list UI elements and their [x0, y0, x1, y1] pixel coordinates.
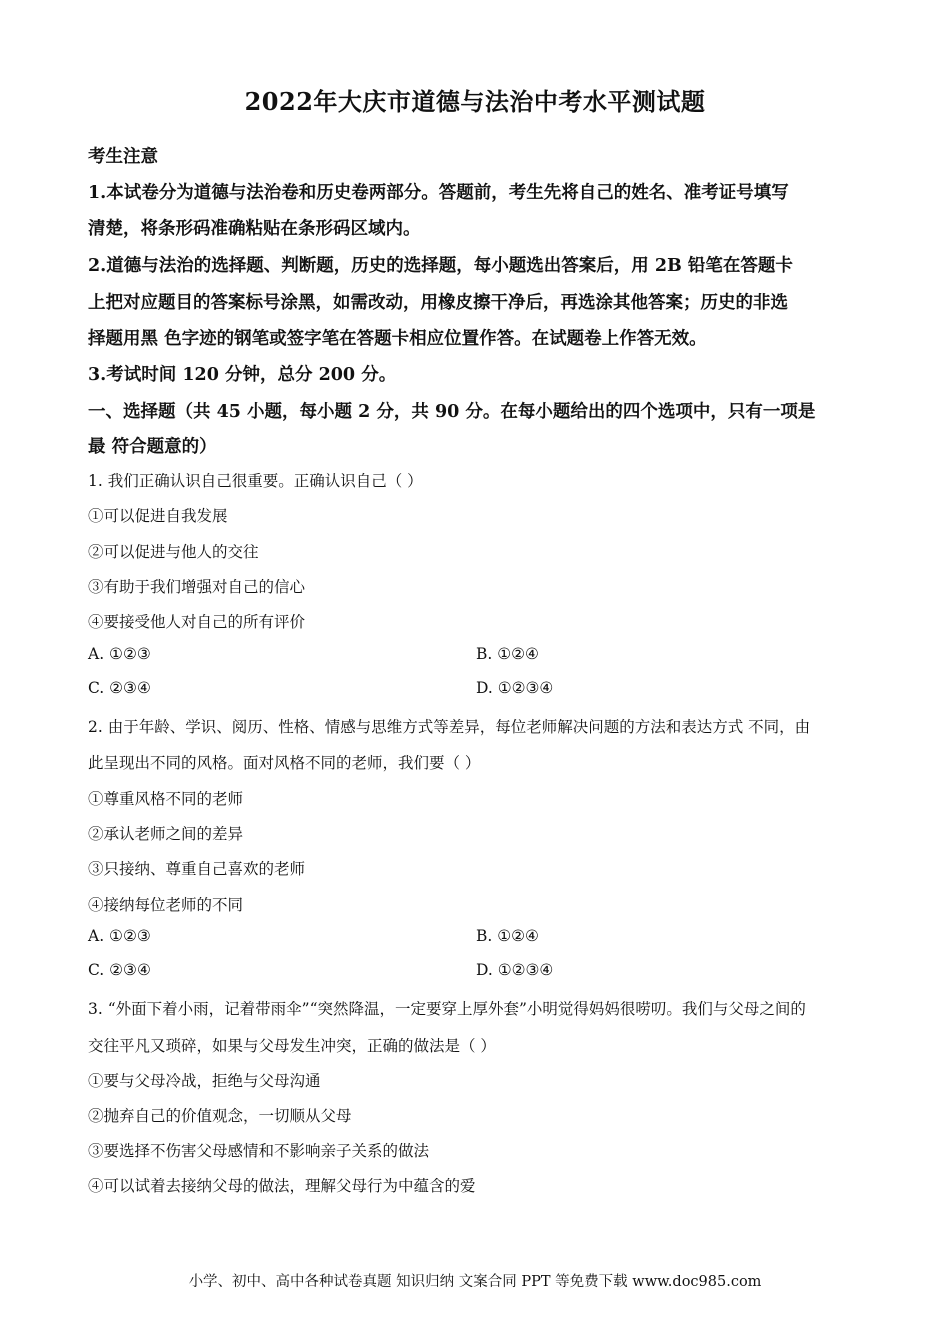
notice-line: 清楚，将条形码准确粘贴在条形码区域内。 — [88, 219, 421, 239]
question-2-item: ②承认老师之间的差异 — [88, 825, 244, 843]
question-2-item: ③只接纳、尊重自己喜欢的老师 — [88, 860, 306, 878]
section-heading: 一、选择题（共 45 小题，每小题 2 分，共 90 分。在每小题给出的四个选项中，只有一项是 — [88, 402, 816, 422]
question-2-stem: 2. 由于年龄、学识、阅历、性格、情感与思维方式等差异，每位老师解决问题的方法和表达方式 不同，由 — [88, 718, 811, 736]
page-footer: 小学、初中、高中各种试卷真题 知识归纳 文案合同 PPT 等免费下载 www.doc985.com — [188, 1274, 762, 1290]
question-3-stem: 3. “外面下着小雨，记着带雨伞”“突然降温，一定要穿上厚外套”小明觉得妈妈很唠叨。我们与父母之间的 — [88, 1000, 806, 1018]
question-1-item: ③有助于我们增强对自己的信心 — [88, 578, 306, 596]
question-2-option-b: B. ①②④ — [476, 927, 539, 945]
question-3-item: ③要选择不伤害父母感情和不影响亲子关系的做法 — [88, 1142, 430, 1160]
notice-heading: 考生注意 — [88, 147, 158, 167]
notice-line: 上把对应题目的答案标号涂黑，如需改动，用橡皮擦干净后，再选涂其他答案；历史的非选 — [88, 293, 788, 313]
notice-line: 择题用黑 色字迹的钢笔或签字笔在答题卡相应位置作答。在试题卷上作答无效。 — [88, 329, 707, 349]
section-heading: 最 符合题意的） — [88, 437, 217, 457]
question-3-item: ②抛弃自己的价值观念，一切顺从父母 — [88, 1107, 352, 1125]
question-1-option-a: A. ①②③ — [88, 645, 151, 663]
question-2-stem: 此呈现出不同的风格。面对风格不同的老师，我们要（ ） — [88, 754, 481, 772]
question-3-item: ④可以试着去接纳父母的做法，理解父母行为中蕴含的爱 — [88, 1177, 476, 1195]
question-1-item: ②可以促进与他人的交往 — [88, 543, 259, 561]
notice-line: 2.道德与法治的选择题、判断题，历史的选择题，每小题选出答案后，用 2B 铅笔在答题卡 — [88, 256, 793, 276]
question-1-stem: 1. 我们正确认识自己很重要。正确认识自己（ ） — [88, 472, 423, 490]
question-1-item: ④要接受他人对自己的所有评价 — [88, 613, 306, 631]
question-2-item: ①尊重风格不同的老师 — [88, 790, 244, 808]
question-3-item: ①要与父母冷战，拒绝与父母沟通 — [88, 1072, 321, 1090]
question-1-option-b: B. ①②④ — [476, 645, 539, 663]
question-2-option-a: A. ①②③ — [88, 927, 151, 945]
question-3-stem: 交往平凡又琐碎，如果与父母发生冲突，正确的做法是（ ） — [88, 1037, 496, 1055]
question-2-option-c: C. ②③④ — [88, 961, 151, 979]
page-title: 2022年大庆市道德与法治中考水平测试题 — [244, 87, 706, 116]
question-1-option-d: D. ①②③④ — [476, 679, 554, 697]
question-1-item: ①可以促进自我发展 — [88, 507, 228, 525]
notice-line: 3.考试时间 120 分钟，总分 200 分。 — [88, 365, 397, 385]
question-1-option-c: C. ②③④ — [88, 679, 151, 697]
question-2-item: ④接纳每位老师的不同 — [88, 896, 244, 914]
notice-line: 1.本试卷分为道德与法治卷和历史卷两部分。答题前，考生先将自己的姓名、准考证号填写 — [88, 183, 789, 203]
question-2-option-d: D. ①②③④ — [476, 961, 554, 979]
